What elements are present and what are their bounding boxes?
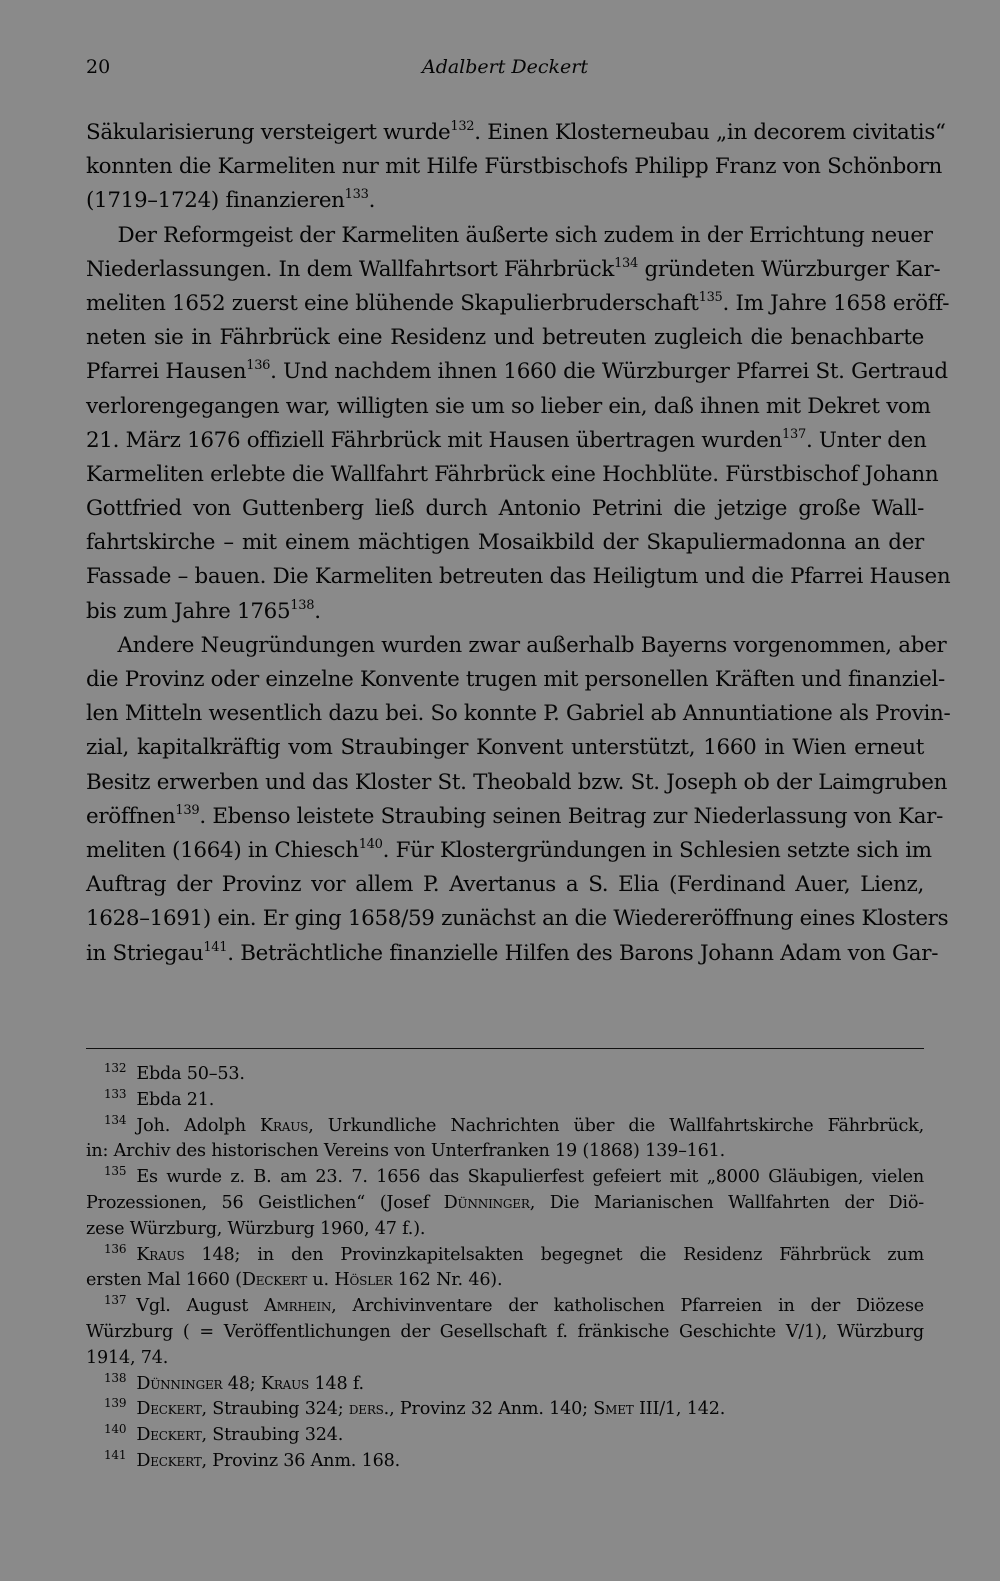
text-span: . Und nachdem ihnen 1660 die Würzburger Pfarrei St. Gertraud [270,359,948,385]
text-span: Pfarrei Hausen [86,359,247,385]
footnote-text: , Straubing 324; [201,1399,349,1420]
text-line [86,390,931,424]
footnote-text: in: Archiv des historischen Vereins von Unterfranken 19 (1868) 139–161. [86,1141,726,1162]
footnote-number: 135 [104,1164,127,1179]
text-span: Andere Neugründungen wurden zwar außerhalb Bayerns vorgenommen, aber [86,632,947,658]
footnote-ref: 141 [203,939,228,955]
text-span: Besitz erwerben und das Kloster St. Theobald bzw. St. Joseph ob der Laimgruben [86,769,948,795]
text-line [86,868,924,902]
footnote-text: 1914, 74. [86,1347,169,1368]
text-span: . Beträchtliche finanzielle Hilfen des Barons Johann Adam von Gar- [227,940,939,966]
footnote-text: Joh. Adolph [136,1115,261,1136]
text-line [86,253,941,287]
running-title: Adalbert Deckert [421,56,589,78]
text-span: 21. März 1676 offiziell Fährbrück mit Hausen übertragen wurden [86,427,783,453]
text-span: . Ebenso leistete Straubing seinen Beitrag zur Niederlassung von Kar- [199,803,944,829]
text-span: . Im Jahre 1658 eröff- [722,290,950,316]
text-line [86,902,949,936]
footnote-number: 140 [104,1422,127,1437]
footnote-number: 133 [104,1086,127,1101]
footnote-number: 134 [104,1112,127,1127]
footnote-text: , Urkundliche Nachrichten über die Wallfahrtskirche Fährbrück, [308,1115,924,1136]
footnote-text: Prozessionen, 56 Geistlichen“ (Josef [86,1192,444,1213]
footnote-ref: 135 [698,289,723,305]
text-line [86,150,943,184]
text-span: bis zum Jahre 1765 [86,598,291,624]
footnotes [86,1062,924,1475]
footnote-line [86,1191,924,1217]
author-name: Deckert [241,1270,308,1291]
footnote-ref: 132 [450,119,475,134]
footnote-line [86,1268,924,1294]
footnote-ref: 139 [175,802,200,818]
text-span: in Striegau [86,940,204,966]
footnote-text: 148 f. [309,1373,364,1394]
text-line [86,424,927,458]
text-span: Fassade – bauen. Die Karmeliten betreuten das Heiligtum und die Pfarrei Hausen [86,564,951,590]
text-span: (1719–1724) finanzieren [86,188,345,214]
text-span: meliten (1664) in Chiesch [86,837,359,863]
text-span: Säkularisierung versteigert wurde [86,120,451,145]
text-line [86,731,924,765]
text-line [86,321,924,355]
footnote-ref: 140 [358,836,383,852]
footnote-text: zese Würzburg, Würzburg 1960, 47 f.). [86,1218,426,1239]
text-line [86,184,924,218]
footnote-text: Ebda 21. [136,1089,215,1110]
author-name: Deckert [136,1425,202,1446]
text-span: Niederlassungen. In dem Wallfahrtsort Fährbrück [86,256,615,282]
author-name: Kraus [136,1244,185,1265]
text-span: konnten die Karmeliten nur mit Hilfe Fürstbischofs Philipp Franz von Schönborn [86,154,943,180]
author-name: Deckert [136,1450,202,1471]
footnote-text: 148; in den Provinzkapitelsakten begegnet die Residenz Fährbrück zum [184,1244,924,1265]
page-number: 20 [86,56,111,78]
text-span: len Mitteln wesentlich dazu bei. So konnte P. Gabriel ab Annuntiatione als Provin- [86,701,951,727]
text-span: Der Reformgeist der Karmeliten äußerte sich zudem in der Errichtung neuer [86,222,933,248]
page-header [86,56,924,86]
footnote-text: u. [307,1270,335,1291]
footnote-line [86,1423,924,1449]
text-line [86,219,933,253]
text-span: . Unter den [805,427,927,453]
text-line [86,937,939,971]
author-name: Deckert [136,1399,202,1420]
text-line [86,458,939,492]
text-span: . Einen Klosterneubau „in decorem civitatis“ [474,120,946,145]
author-name: Kraus [260,1115,309,1136]
text-span: gründeten Würzburger Kar- [638,256,941,282]
author-name: Dünninger [136,1373,223,1394]
footnote-text: III/1, 142. [633,1399,726,1420]
text-span: Gottfried von Guttenberg ließ durch Antonio Petrini die jetzige große Wall- [86,496,924,522]
footnote-separator [86,1048,924,1049]
body-text [86,116,951,971]
footnote-line [86,1062,924,1088]
footnote-text: , Provinz 36 Anm. 168. [201,1450,400,1471]
text-span: . Für Klostergründungen in Schlesien setzte sich im [382,837,932,863]
text-span: zial, kapitalkräftig vom Straubinger Konvent unterstützt, 1660 in Wien erneut [86,735,924,761]
footnote-ref: 136 [246,358,271,374]
footnote-line [86,1397,924,1423]
author-name: Amrhein [264,1296,332,1317]
text-span: 1628–1691) ein. Er ging 1658/59 zunächst an die Wiedereröffnung eines Klosters [86,906,949,932]
text-line [86,697,951,731]
footnote-text: ersten Mal 1660 ( [86,1270,242,1291]
text-span: eröffnen [86,803,176,829]
footnote-number: 141 [104,1447,127,1462]
author-name: ders. [348,1399,390,1420]
text-span: meliten 1652 zuerst eine blühende Skapulierbruderschaft [86,290,699,316]
footnote-number: 137 [104,1293,127,1308]
footnote-line [86,1114,924,1140]
footnote-text: Würzburg ( = Veröffentlichungen der Gesellschaft f. fränkische Geschichte V/1), Würzburg [86,1321,924,1342]
footnote-line [86,1088,924,1114]
footnote-line [86,1294,924,1320]
footnote-number: 138 [104,1370,127,1385]
text-line [86,492,924,526]
footnote-line [86,1217,924,1243]
text-line [86,629,947,663]
author-name: Hösler [334,1270,393,1291]
footnote-ref: 134 [614,255,638,271]
text-span: verlorengegangen war, willigten sie um so lieber ein, daß ihnen mit Dekret vom [86,393,931,419]
footnote-text: , Provinz 32 Anm. 140; [389,1399,594,1420]
text-span: . [368,188,376,214]
text-line [86,116,946,150]
footnote-line [86,1165,924,1191]
footnote-line [86,1139,924,1165]
footnote-line [86,1320,924,1346]
text-span: fahrtskirche – mit einem mächtigen Mosaikbild der Skapuliermadonna an der [86,530,924,556]
footnote-line [86,1449,924,1475]
footnote-ref: 133 [344,187,369,203]
text-span: die Provinz oder einzelne Konvente trugen mit personellen Kräften und finanziel- [86,667,945,692]
text-line [86,355,948,389]
footnote-text: 48; [222,1373,261,1394]
text-line [86,287,950,321]
footnote-ref: 137 [782,426,806,442]
text-span: Auftrag der Provinz vor allem P. Avertanus a S. Elia (Ferdinand Auer, Lienz, [86,872,924,898]
text-span: Karmeliten erlebte die Wallfahrt Fährbrück eine Hochblüte. Fürstbischof Johann [86,461,939,487]
author-name: Dünninger [443,1192,530,1213]
text-span: . [314,598,321,624]
footnote-number: 132 [104,1061,127,1075]
footnote-text: , Archivinventare der katholischen Pfarreien in der Diözese [331,1296,925,1317]
footnote-text: Es wurde z. B. am 23. 7. 1656 das Skapulierfest gefeiert mit „8000 Gläubigen, vielen [136,1167,924,1188]
footnote-number: 136 [104,1241,127,1256]
text-line [86,834,932,868]
footnote-ref: 138 [290,597,315,613]
footnote-text: 162 Nr. 46). [392,1270,503,1291]
footnote-number: 139 [104,1396,127,1411]
author-name: Smet [593,1399,634,1420]
footnote-text: , Die Marianischen Wallfahrten der Diö- [529,1192,924,1213]
text-line [86,800,944,834]
text-line [86,595,924,629]
text-line [86,560,951,594]
text-line [86,663,945,697]
text-line [86,766,948,800]
footnote-text: Vgl. August [136,1296,265,1317]
text-line [86,526,924,560]
footnote-text: Ebda 50–53. [136,1064,245,1084]
footnote-text: , Straubing 324. [201,1425,344,1446]
footnote-line [86,1372,924,1398]
footnote-line [86,1346,924,1372]
text-span: neten sie in Fährbrück eine Residenz und betreuten zugleich die benachbarte [86,325,924,351]
footnote-line [86,1243,924,1269]
author-name: Kraus [260,1373,310,1394]
